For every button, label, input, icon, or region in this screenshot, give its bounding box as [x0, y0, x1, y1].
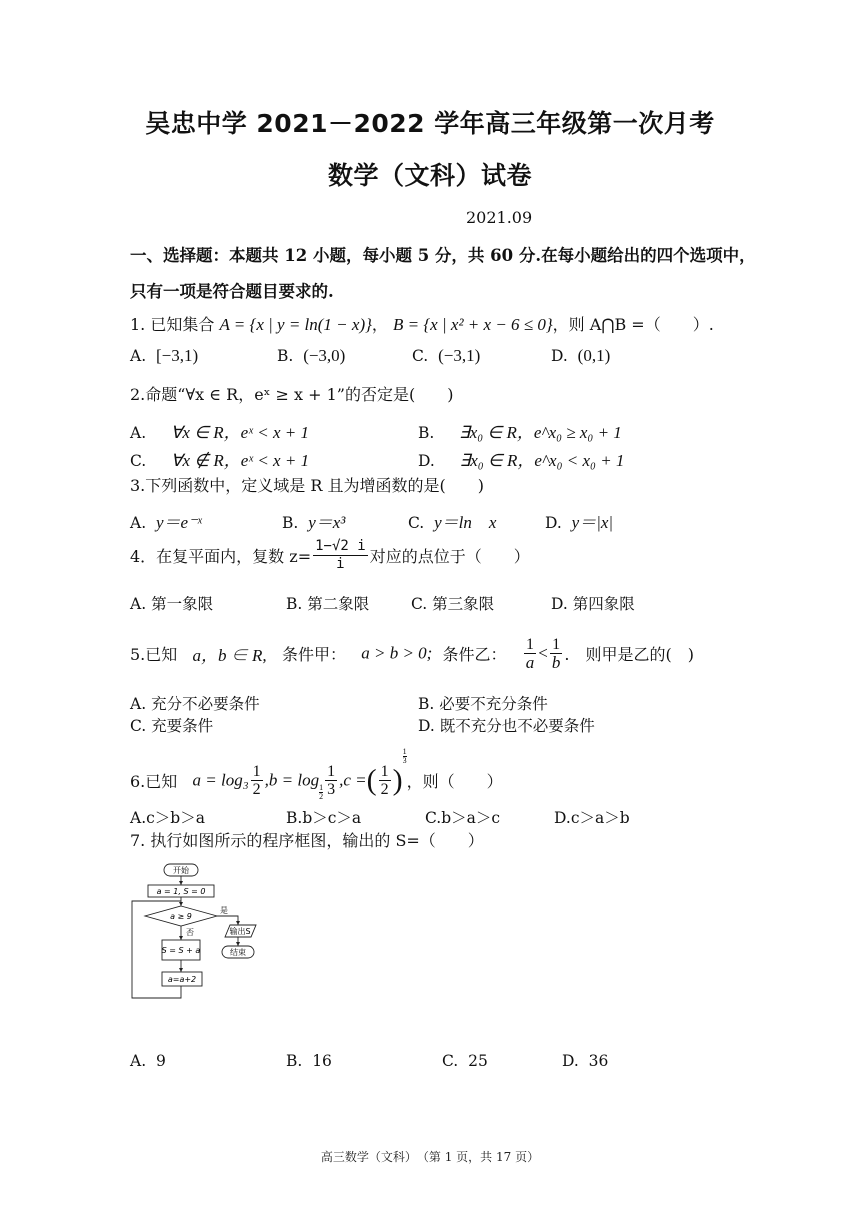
q6-a: a = log₃	[192, 770, 249, 790]
q5-pre: 5.已知	[130, 645, 178, 664]
q7-option-a[interactable]: A. 9	[130, 1052, 166, 1070]
q6-option-a[interactable]: A.c＞b＞a	[130, 809, 205, 827]
q6-b: ,b = log	[264, 770, 320, 790]
q5-cond2-label: 条件乙：	[442, 645, 507, 664]
q7-option-b[interactable]: B. 16	[286, 1052, 332, 1070]
q2-option-c[interactable]: C. ∀x ∉ R，eˣ < x + 1	[130, 451, 310, 470]
question-5	[130, 636, 694, 671]
q6-option-d[interactable]: D.c＞a＞b	[554, 809, 630, 827]
q1-mid: ，	[371, 315, 388, 334]
q1-option-c[interactable]: C. (−3,1)	[412, 346, 481, 365]
q4-option-c[interactable]: C. 第三象限	[411, 595, 495, 613]
q5-frac-b: $\frac{1}{b}$	[551, 636, 561, 672]
q3-option-a[interactable]: A. y＝e⁻ˣ	[130, 513, 202, 532]
q4-post: 对应的点位于（ ）	[369, 547, 530, 566]
question-4	[130, 538, 530, 573]
q4-option-b[interactable]: B. 第二象限	[286, 595, 370, 613]
q5-cond1-label: 条件甲：	[281, 645, 346, 664]
q4-denominator: i	[336, 556, 345, 572]
section-heading-line2: 只有一项是符合题目要求的.	[130, 282, 334, 301]
q7-option-c[interactable]: C. 25	[442, 1052, 488, 1070]
q5-option-c[interactable]: C. 充要条件	[130, 717, 214, 735]
flow-end-label: 结束	[230, 948, 246, 957]
question-7: 7. 执行如图所示的程序框图，输出的 S=（ ）	[130, 831, 484, 850]
q6-frac-3: $\frac{1}{2}$	[380, 763, 389, 798]
q4-numerator: 1−√2 i	[315, 538, 366, 554]
exam-title: 吴忠中学 2021－2022 学年高三年级第一次月考	[145, 109, 715, 138]
q3-option-d[interactable]: D. y＝|x|	[545, 513, 614, 532]
q6-c: ,c =	[339, 770, 367, 790]
q4-fraction	[313, 538, 368, 573]
q4-option-d[interactable]: D. 第四象限	[551, 595, 635, 613]
q5-option-d[interactable]: D. 既不充分也不必要条件	[418, 717, 595, 735]
flow-start-label: 开始	[173, 866, 189, 875]
q4-pre: 4．在复平面内，复数 z=	[130, 547, 312, 566]
question-1	[130, 312, 714, 335]
q6-option-b[interactable]: B.b＞c＞a	[286, 809, 362, 827]
q6-option-c[interactable]: C.b＞a＞c	[425, 809, 501, 827]
flow-output-label: 输出S	[229, 927, 251, 936]
q3-option-b[interactable]: B. y＝x³	[282, 513, 346, 532]
q1-option-b[interactable]: B. (−3,0)	[277, 346, 346, 365]
section-heading-line1: 一、选择题：本题共 12 小题，每小题 5 分，共 60 分.在每小题给出的四个选项中，	[130, 246, 756, 265]
q4-option-a[interactable]: A. 第一象限	[130, 595, 214, 613]
q6-exponent: $\frac{1}{3}$	[402, 747, 407, 765]
flow-yes-label: 是	[220, 906, 228, 915]
q6-pre: 6.已知	[130, 772, 178, 791]
q5-option-b[interactable]: B. 必要不充分条件	[418, 695, 548, 713]
q5-vars: a，b ∈ R,	[192, 646, 267, 665]
q1-post: ，则 A⋂B =（ ）.	[552, 315, 714, 334]
q1-set-b: B = {x | x² + x − 6 ≤ 0}	[393, 315, 553, 334]
q1-number: 1.	[130, 315, 146, 334]
question-6: 6.已知 a = log₃ $\frac{1}{2}$ ,b = log $\frac{1}{2}$ $\frac{1}{3}$ ,c =( $\frac{1}{2}$ ) $\frac{1}{3}$ ，则（ ）	[130, 747, 503, 801]
q5-frac-a: $\frac{1}{a}$	[525, 636, 535, 672]
question-2: 2.命题“∀x ∈ R，eˣ ≥ x + 1”的否定是( )	[130, 385, 454, 404]
question-3: 3.下列函数中，定义域是 R 且为增函数的是( )	[130, 476, 484, 495]
program-flowchart	[126, 860, 266, 1002]
q1-option-d[interactable]: D. (0,1)	[551, 346, 611, 365]
q2-option-a[interactable]: A. ∀x ∈ R，eˣ < x + 1	[130, 423, 309, 442]
flow-condition-label: a ≥ 9	[170, 912, 192, 921]
flow-no-label: 否	[186, 928, 194, 937]
q2-option-d[interactable]: D. ∃x₀ ∈ R，e^x₀ < x₀ + 1	[418, 451, 625, 470]
page-footer: 高三数学（文科） （第 1 页，共 17 页）	[320, 1150, 540, 1164]
q1-set-a: A = {x | y = ln(1 − x)}	[219, 315, 372, 334]
flow-update-s-label: S = S + a	[161, 946, 201, 955]
q3-option-c[interactable]: C. y＝ln x	[408, 513, 497, 532]
q6-frac-2: $\frac{1}{3}$	[327, 763, 336, 798]
flow-init-label: a = 1, S = 0	[156, 887, 206, 896]
q6-post: ，则（ ）	[406, 772, 503, 791]
q6-frac-1: $\frac{1}{2}$	[252, 763, 261, 798]
exam-date: 2021.09	[466, 208, 533, 227]
q1-pre: 已知集合	[150, 315, 215, 334]
q5-post: . 则甲是乙的( )	[564, 645, 694, 664]
q5-less-than: <	[538, 643, 548, 663]
q5-cond1: a > b > 0;	[361, 643, 433, 663]
q7-option-d[interactable]: D. 36	[562, 1052, 609, 1070]
q2-option-b[interactable]: B. ∃x₀ ∈ R，e^x₀ ≥ x₀ + 1	[418, 423, 622, 442]
q6-log-base: $\frac{1}{2}$	[319, 783, 324, 801]
flow-update-a-label: a=a+2	[167, 975, 197, 984]
q1-option-a[interactable]: A. [−3,1)	[130, 346, 199, 365]
q5-option-a[interactable]: A. 充分不必要条件	[130, 695, 260, 713]
exam-subtitle: 数学（文科）试卷	[327, 161, 532, 190]
